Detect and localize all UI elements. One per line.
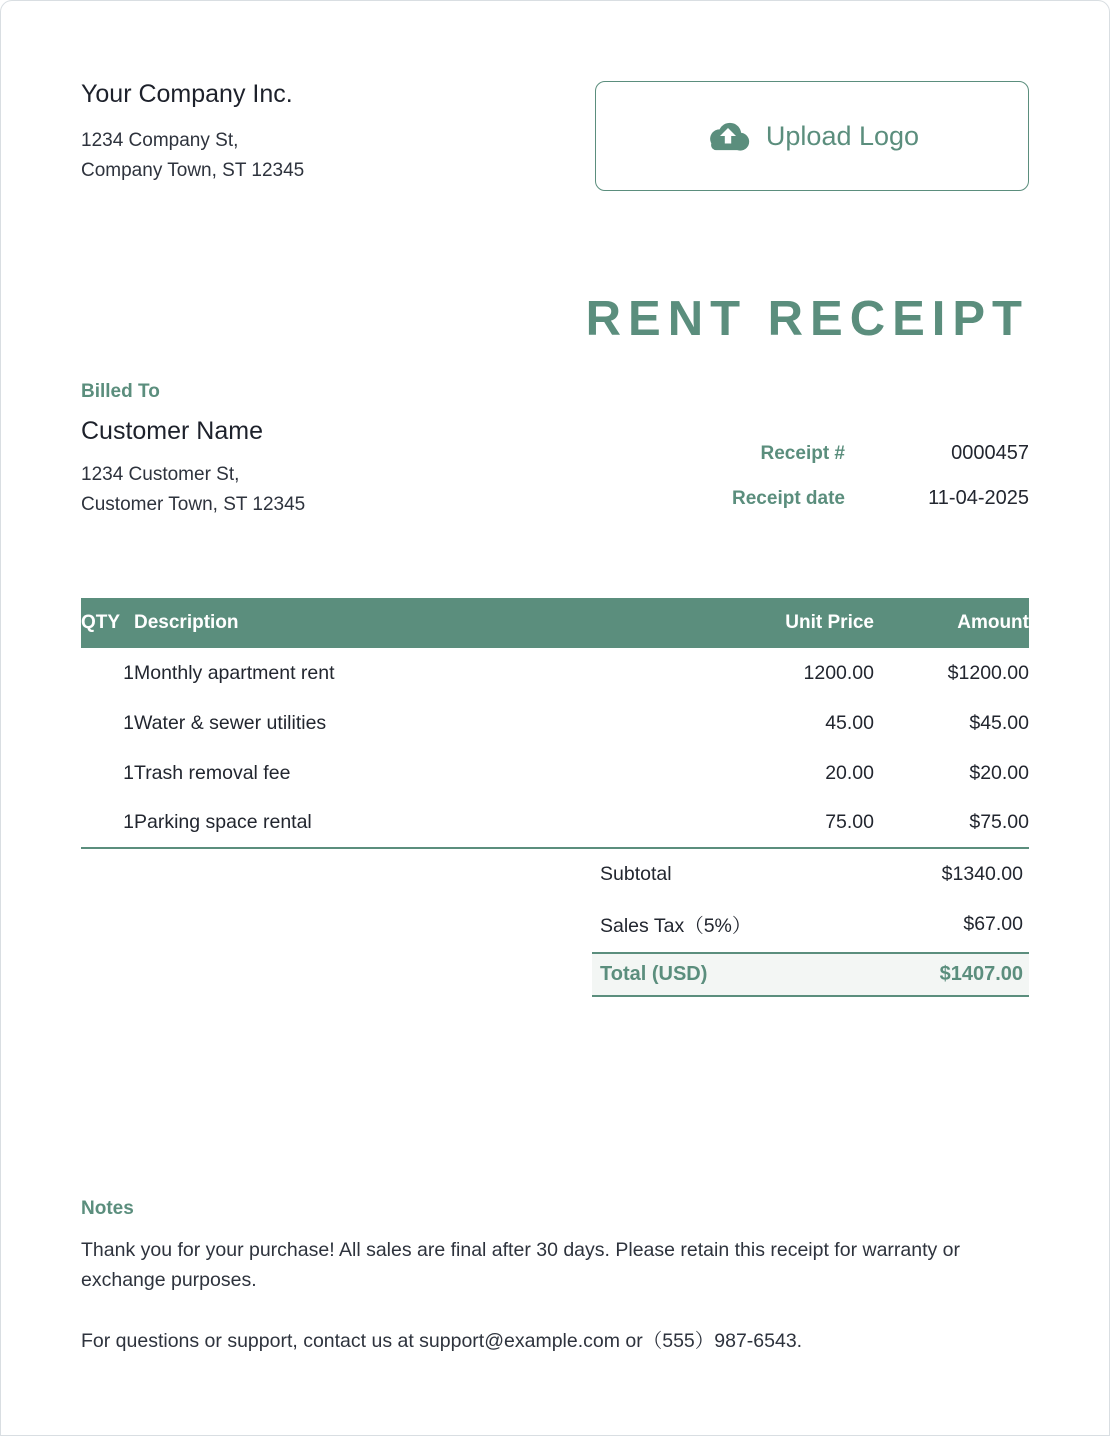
receipt-number-row: [697, 442, 1029, 465]
subtotal-value: $1340.00: [941, 862, 1023, 885]
line-items-header: [81, 598, 1029, 648]
subtotal-row: [592, 849, 1029, 899]
company-info: [81, 79, 304, 186]
row-description: Monthly apartment rent: [134, 661, 335, 684]
notes-section: [81, 1197, 1029, 1356]
row-description: Water & sewer utilities: [134, 711, 327, 734]
company-address-line1: 1234 Company St,: [81, 130, 239, 151]
receipt-date-label: Receipt date: [732, 488, 845, 509]
row-qty: 1: [123, 761, 134, 784]
table-row: [81, 748, 1029, 798]
row-amount: $75.00: [969, 811, 1029, 833]
total-label: Total (USD): [600, 963, 708, 985]
line-items-body: [81, 648, 1029, 848]
notes-paragraph-1: Thank you for your purchase! All sales are final after 30 days. Please retain this receipt for warranty or exchange purposes.: [81, 1239, 961, 1291]
notes-paragraph-2: For questions or support, contact us at support@example.com or（555）987-6543.: [81, 1330, 803, 1352]
cloud-upload-icon: [705, 120, 751, 152]
table-row: [81, 798, 1029, 848]
customer-address-line2: Customer Town, ST 12345: [81, 494, 306, 515]
company-address-line2: Company Town, ST 12345: [81, 160, 305, 181]
row-unit-price: 20.00: [825, 761, 874, 784]
row-amount: $20.00: [969, 761, 1029, 784]
billed-to-heading: Billed To: [81, 381, 160, 402]
row-qty: 1: [123, 711, 134, 734]
row-unit-price: 75.00: [825, 811, 874, 833]
table-row: [81, 648, 1029, 698]
row-qty: 1: [123, 811, 134, 833]
upload-logo-label: Upload Logo: [765, 120, 920, 151]
row-qty: 1: [123, 661, 134, 684]
receipt-meta-block: [697, 442, 1029, 520]
row-amount: $1200.00: [947, 661, 1029, 684]
sales-tax-label: Sales Tax（5%）: [600, 915, 752, 937]
receipt-date-row: [697, 487, 1029, 510]
total-value: $1407.00: [939, 963, 1023, 985]
sales-tax-value: $67.00: [963, 912, 1023, 935]
receipt-number-value: 0000457: [951, 442, 1029, 464]
row-description: Parking space rental: [134, 811, 312, 833]
customer-address-line1: 1234 Customer St,: [81, 464, 240, 485]
line-items-table: [81, 598, 1029, 849]
receipt-date-value: 11-04-2025: [928, 487, 1029, 509]
row-unit-price: 1200.00: [803, 661, 874, 684]
company-name: Your Company Inc.: [81, 80, 293, 108]
subtotal-label: Subtotal: [600, 862, 672, 885]
qty-column-header: QTY: [81, 598, 134, 648]
description-column-header: Description: [134, 598, 704, 648]
table-row: [81, 698, 1029, 748]
customer-name: Customer Name: [81, 417, 263, 445]
upload-logo-button[interactable]: [595, 81, 1029, 191]
billing-info-section: [81, 380, 1029, 520]
row-amount: $45.00: [969, 711, 1029, 734]
page-header: [81, 79, 1029, 191]
total-row: [592, 952, 1029, 997]
header-row: [81, 598, 1029, 648]
row-description: Trash removal fee: [134, 761, 291, 784]
receipt-number-label: Receipt #: [760, 443, 845, 464]
notes-heading: Notes: [81, 1198, 134, 1219]
unit-price-column-header: Unit Price: [704, 598, 874, 648]
billed-to-block: [81, 380, 305, 520]
totals-section: [592, 849, 1029, 997]
document-title: RENT RECEIPT: [585, 292, 1029, 346]
amount-column-header: Amount: [874, 598, 1029, 648]
row-unit-price: 45.00: [825, 711, 874, 734]
sales-tax-row: [592, 899, 1029, 949]
